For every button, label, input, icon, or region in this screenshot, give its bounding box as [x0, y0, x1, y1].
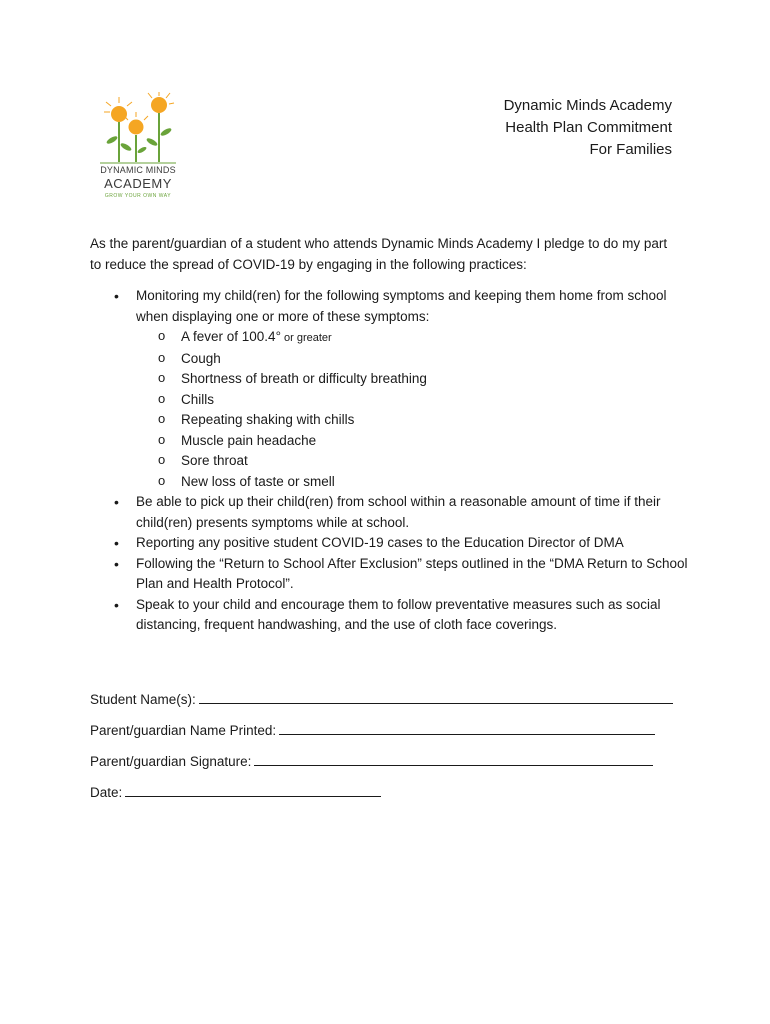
symptom-item: o Muscle pain headache	[136, 431, 690, 452]
practice-item-pickup: • Be able to pick up their child(ren) from school within a reasonable amount of time if their child(ren) presents symptoms while at school.	[90, 492, 690, 533]
parent-name-input[interactable]	[279, 720, 655, 735]
signature-fields	[90, 676, 673, 800]
parent-name-label: Parent/guardian Name Printed:	[90, 723, 277, 738]
intro-paragraph: As the parent/guardian of a student who attends Dynamic Minds Academy I pledge to do my part to reduce the spread of COVID-19 by engaging in the following practices:	[90, 236, 668, 272]
logo-text-line2: ACADEMY	[104, 176, 172, 191]
date-field	[90, 769, 673, 800]
date-input[interactable]	[125, 782, 381, 797]
practice-item-speak: • Speak to your child and encourage them to follow preventative measures such as social distancing, frequent handwashing, and the use of cloth face coverings.	[90, 595, 690, 636]
symptom-item: o New loss of taste or smell	[136, 472, 690, 493]
symptom-item: o Sore throat	[136, 451, 690, 472]
header-line-1: Dynamic Minds Academy	[503, 97, 672, 114]
practice-item-reporting: • Reporting any positive student COVID-19 cases to the Education Director of DMA	[90, 533, 690, 554]
symptom-item: o Shortness of breath or difficulty breathing	[136, 369, 690, 390]
practice-item-monitoring	[90, 286, 690, 492]
parent-signature-input[interactable]	[254, 751, 653, 766]
lightbulb-flowers-icon	[96, 92, 180, 164]
document-header	[504, 95, 672, 161]
parent-name-field	[90, 707, 673, 738]
logo-tagline: GROW YOUR OWN WAY	[104, 193, 172, 199]
parent-signature-label: Parent/guardian Signature:	[90, 754, 252, 769]
logo-text-line1: DYNAMIC MINDS	[100, 165, 176, 175]
practices-list	[90, 286, 690, 636]
symptoms-list	[136, 327, 690, 492]
symptom-item: o Chills	[136, 390, 690, 411]
header-line-3: For Families	[589, 141, 672, 158]
symptom-fever: A fever of 100.4°	[181, 329, 281, 344]
student-name-input[interactable]	[199, 689, 673, 704]
symptom-item: o Cough	[136, 349, 690, 370]
parent-signature-field	[90, 738, 673, 769]
practice-text: Monitoring my child(ren) for the following symptoms and keeping them home from school when displaying one or more of these symptoms:	[136, 288, 667, 324]
student-name-field	[90, 676, 673, 707]
symptom-fever-suffix: or greater	[280, 332, 332, 344]
header-line-2: Health Plan Commitment	[505, 119, 672, 136]
symptom-item	[136, 327, 690, 349]
symptom-item: o Repeating shaking with chills	[136, 410, 690, 431]
academy-logo	[96, 92, 180, 204]
practice-item-following: • Following the “Return to School After Exclusion” steps outlined in the “DMA Return to School Plan and Health Protocol”.	[90, 554, 690, 595]
student-name-label: Student Name(s):	[90, 692, 196, 707]
date-label: Date:	[90, 785, 123, 800]
